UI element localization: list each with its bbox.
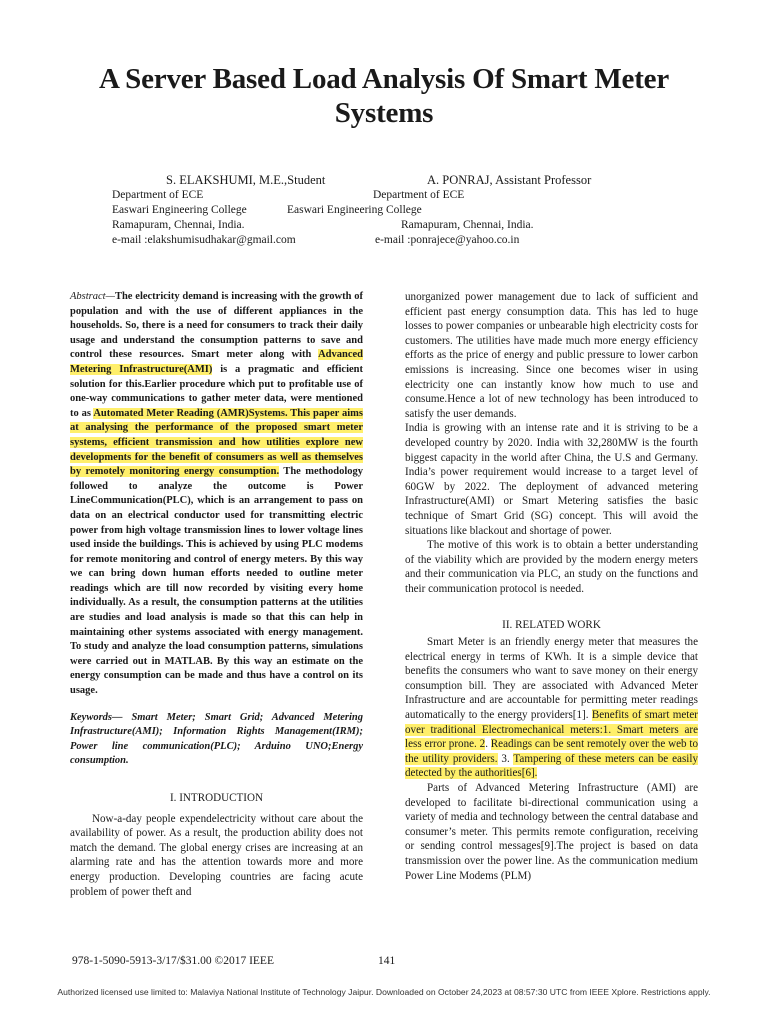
author-1-department: Department of ECE [112, 189, 204, 201]
related-highlight-1: Benefits of smart meter over traditional Electromechanical meters:1. Smart meters are less error prone. 2 [405, 709, 698, 751]
license-notice: Authorized licensed use limited to: Malaviya National Institute of Technology Jaipur. Downloaded on October 24,2023 at 08:57:30 UTC from IEEE Xplore. Restrictions apply. [57, 987, 711, 997]
author-2-address: Ramapuram, Chennai, India. [401, 219, 534, 231]
abstract [70, 290, 363, 699]
related-text-3: 3. [497, 752, 514, 765]
related-work-paragraph-1 [405, 635, 698, 781]
related-highlight-3: Tampering of these meters can be easily detected by the authorities[6]. [405, 752, 698, 780]
abstract-text-2: is a pragmatic and efficient solution for this.Earlier procedure which put to profitable use of one-way communications to gather meter data, were mentioned to as [70, 363, 363, 419]
author-1-address: Ramapuram, Chennai, India. [112, 219, 245, 231]
author-2-college: Easwari Engineering College [287, 204, 422, 216]
related-work-paragraph-2: Parts of Advanced Metering Infrastructure (AMI) are developed to facilitate bi-directional communication using a variety of media and technology between the central database and consumer’s meter. This permits remote configuration, receiving or sending control messages[9].The project is based on data transmission over the power line. As the communication medium Power Line Modems (PLM) [405, 782, 698, 882]
section-2-heading: II. RELATED WORK [502, 619, 601, 632]
page-number: 141 [378, 955, 396, 967]
related-text-1: Smart Meter is an friendly energy meter that measures the electrical energy in terms of KWh. It is a simple device that benefits the consumers who want to save money on their energy consumption bill. They are associated with Advanced Meter Infrastructure and are accountable for permitting meter readings automatically to the energy providers[1]. [405, 636, 698, 722]
abstract-text-3: The methodology followed to analyze the outcome is Power LineCommunication(PLC), which is an arrangement to pass on data on an electrical conductor used for transmitting electric power from high voltage transmission lines to lower voltage lines used inside the buildings. This is achieved by using PLC modems for remote monitoring and control of energy meters. By this way we can bring down human efforts needed to outline meter readings which are till now recorded by visiting every home individually. As a result, the consumption patterns at the utilities are studies and load analysis is made so that this can help in maintaining other systems associated with energy management. To study and analyze the load consumption patterns, simulations were carried out in MATLAB. By this way an estimate on the energy consumption can be made and thus have a control on its usage. [70, 466, 363, 697]
author-1-college: Easwari Engineering College [112, 204, 247, 216]
related-highlight-2: Readings can be sent remotely over the web to the utility providers. [405, 738, 698, 765]
author-2-email: e-mail :ponrajece@yahoo.co.in [375, 234, 520, 246]
abstract-lead: Abstract [70, 291, 106, 302]
section-1-heading: I. INTRODUCTION [169, 792, 264, 804]
abstract-text-1: The electricity demand is increasing with the growth of population and with the use of different appliances in the households. So, there is a need for consumers to track their daily usage and understand the consumption patterns to save and control these resources. Smart meter along with [70, 291, 363, 361]
abstract-highlight-1: Advanced Metering Infrastructure(AMI) [70, 349, 363, 375]
author-2-department: Department of ECE [373, 189, 465, 201]
footer-isbn: 978-1-5090-5913-3/17/$31.00 ©2017 IEEE [72, 955, 274, 967]
paper-title: A Server Based Load Analysis Of Smart Meter Systems [98, 63, 669, 129]
keywords: Keywords— Smart Meter; Smart Grid; Advanced Metering Infrastructure(AMI); Information Rights Management(IRM); Power line communication(PLC); Arduino UNO;Energy consumption. [70, 711, 363, 767]
abstract-dash: — [105, 291, 115, 302]
col2-paragraph-1: unorganized power management due to lack of sufficient and efficient past energy consumption data. This has led to huge losses to power companies or unbearable high electricity costs for customers. The utilities have made much more energy efficiency efforts as the price of energy and public pressure to lower carbon emissions is increasing. Since one becomes wiser in using electricity one can instantly know how much to use and consume.Hence a lot of new technology has been introduced to satisfy the user demands. [405, 291, 698, 420]
col2-paragraph-3: The motive of this work is to obtain a better understanding of the viability which are provided by the modern energy meters and their communication via PLC, an study on the functions and their communication protocol is needed. [405, 539, 698, 595]
author-1-name: S. ELAKSHUMI, M.E.,Student [166, 173, 326, 187]
left-column [70, 290, 363, 899]
author-1-email: e-mail :elakshumisudhakar@gmail.com [112, 234, 296, 246]
right-column [405, 290, 698, 883]
abstract-highlight-2: Automated Meter Reading (AMR)Systems. This paper aims at analysing the performance of the proposed smart meter systems, efficient transmission and how utilities explore new developments for the benefit of consumers as well as themselves by remotely monitoring energy consumption. [70, 407, 363, 478]
intro-paragraph: Now-a-day people expendelectricity without care about the availability of power. As a result, the production ability does not match the demand. The global energy crises are increasing at an alarming rate and has the attention towards more and more energy production. Developing countries are facing acute problem of power theft and [70, 812, 363, 898]
col2-paragraph-2: India is growing with an intense rate and it is striving to be a developed country by 2020. India with 32,280MW is the fourth biggest capacity in the world after China, the U.S and Germany. India’s power requirement would increase to a target level of 60GW by 2022. The deployment of advanced metering Infrastructure(AMI) or Smart Metering satisfies the basic technique of Smart Grid (SG) concept. This will avoid the situations like blackout and shortage of power. [405, 422, 698, 537]
related-text-2: . [485, 738, 491, 751]
author-2-name: A. PONRAJ, Assistant Professor [427, 173, 592, 187]
